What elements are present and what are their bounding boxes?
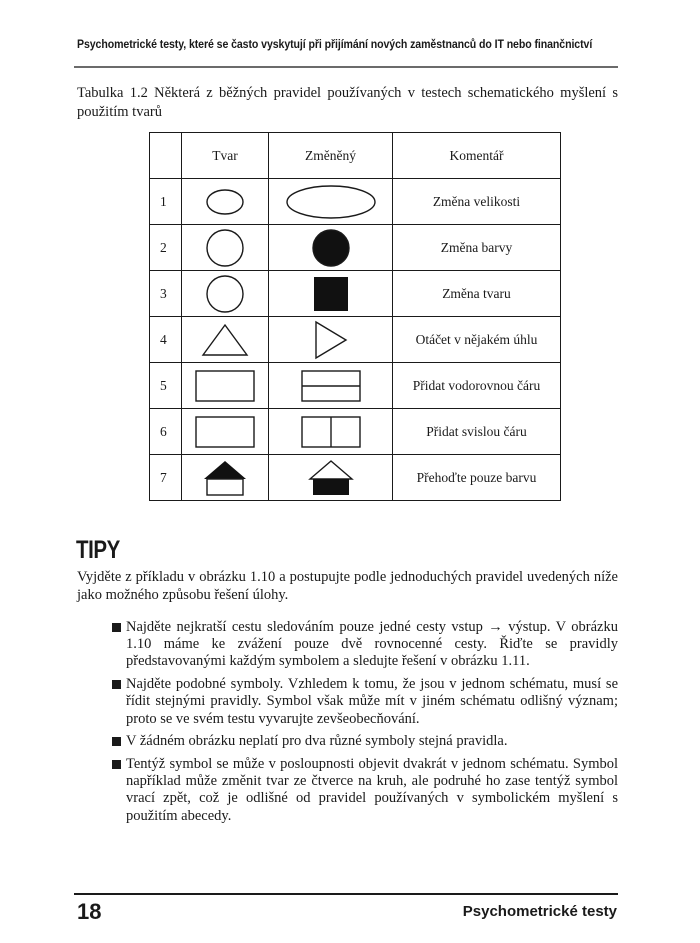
header-rule	[74, 66, 618, 68]
square-bullet-icon	[112, 737, 121, 746]
shapes-rules-table	[149, 132, 561, 501]
row-comment: Otáčet v nějakém úhlu	[393, 317, 561, 363]
rectangle-icon	[182, 409, 269, 455]
tip-text: Najděte nejkratší cestu sledováním pouze jedné cesty vstup → výstup. V obrázku 1.10 máme ke zvážení pouze dvě rovnocenné cesty. Řiďte se pravidly představovanými každým symbolem a sledujte řešení v obrázku 1.11.	[126, 619, 618, 670]
list-item	[112, 733, 618, 750]
table-row	[150, 363, 561, 409]
house-filled-base-icon	[269, 455, 393, 501]
row-comment: Přehoďte pouze barvu	[393, 455, 561, 501]
table-row	[150, 225, 561, 271]
square-filled-icon	[269, 271, 393, 317]
row-number: 1	[150, 179, 182, 225]
house-filled-roof-icon	[182, 455, 269, 501]
table-row	[150, 455, 561, 501]
row-number: 7	[150, 455, 182, 501]
row-comment: Změna tvaru	[393, 271, 561, 317]
triangle-up-icon	[182, 317, 269, 363]
column-header-shape: Tvar	[182, 133, 269, 179]
square-bullet-icon	[112, 760, 121, 769]
table-caption: Tabulka 1.2 Některá z běžných pravidel používaných v testech schematického myšlení s použitím tvarů	[77, 85, 618, 120]
tips-heading: TIPY	[76, 536, 120, 564]
page-number: 18	[77, 899, 102, 924]
table-row	[150, 271, 561, 317]
running-header: Psychometrické testy, které se často vyskytují při přijímání nových zaměstnanců do IT nebo finančnictví	[77, 37, 593, 51]
list-item	[112, 619, 618, 671]
row-comment: Přidat svislou čáru	[393, 409, 561, 455]
table-row	[150, 317, 561, 363]
list-item	[112, 756, 618, 825]
square-bullet-icon	[112, 623, 121, 632]
triangle-right-icon	[269, 317, 393, 363]
column-header-changed: Změněný	[269, 133, 393, 179]
rectangle-icon	[182, 363, 269, 409]
row-number: 6	[150, 409, 182, 455]
column-header-number	[150, 133, 182, 179]
tip-text: Tentýž symbol se může v posloupnosti objevit dvakrát v jednom schématu. Symbol například může změnit tvar ze čtverce na kruh, ale podruhé ho zase tentýž symbol vrací zpět, což je odlišné od pravidel používaných v symbolickém myšlení s použitím abecedy.	[126, 755, 618, 824]
footer-rule	[74, 893, 618, 895]
small-ellipse-icon	[182, 179, 269, 225]
tips-intro: Vyjděte z příkladu v obrázku 1.10 a postupujte podle jednoduchých pravidel uvedených níže jako možného způsobu řešení úlohy.	[77, 569, 618, 603]
large-ellipse-icon	[269, 179, 393, 225]
row-comment: Změna barvy	[393, 225, 561, 271]
circle-outline-icon	[182, 225, 269, 271]
row-number: 4	[150, 317, 182, 363]
row-comment: Změna velikosti	[393, 179, 561, 225]
row-number: 2	[150, 225, 182, 271]
table-header-row	[150, 133, 561, 179]
circle-outline-icon	[182, 271, 269, 317]
tip-text: Najděte podobné symboly. Vzhledem k tomu, že jsou v jednom schématu, musí se řídit stejnými pravidly. Symbol však může mít v jiném schématu odlišný význam; proto se ve svém testu vyvarujte zevšeobecňování.	[126, 676, 618, 727]
table-row	[150, 409, 561, 455]
row-number: 5	[150, 363, 182, 409]
row-comment: Přidat vodorovnou čáru	[393, 363, 561, 409]
table-row	[150, 179, 561, 225]
tip-text: V žádném obrázku neplatí pro dva různé symboly stejná pravidla.	[126, 733, 508, 750]
tips-list	[112, 619, 618, 830]
circle-filled-icon	[269, 225, 393, 271]
column-header-comment: Komentář	[393, 133, 561, 179]
row-number: 3	[150, 271, 182, 317]
book-title: Psychometrické testy	[462, 903, 617, 920]
list-item	[112, 676, 618, 728]
rectangle-horizontal-line-icon	[269, 363, 393, 409]
square-bullet-icon	[112, 680, 121, 689]
rectangle-vertical-line-icon	[269, 409, 393, 455]
